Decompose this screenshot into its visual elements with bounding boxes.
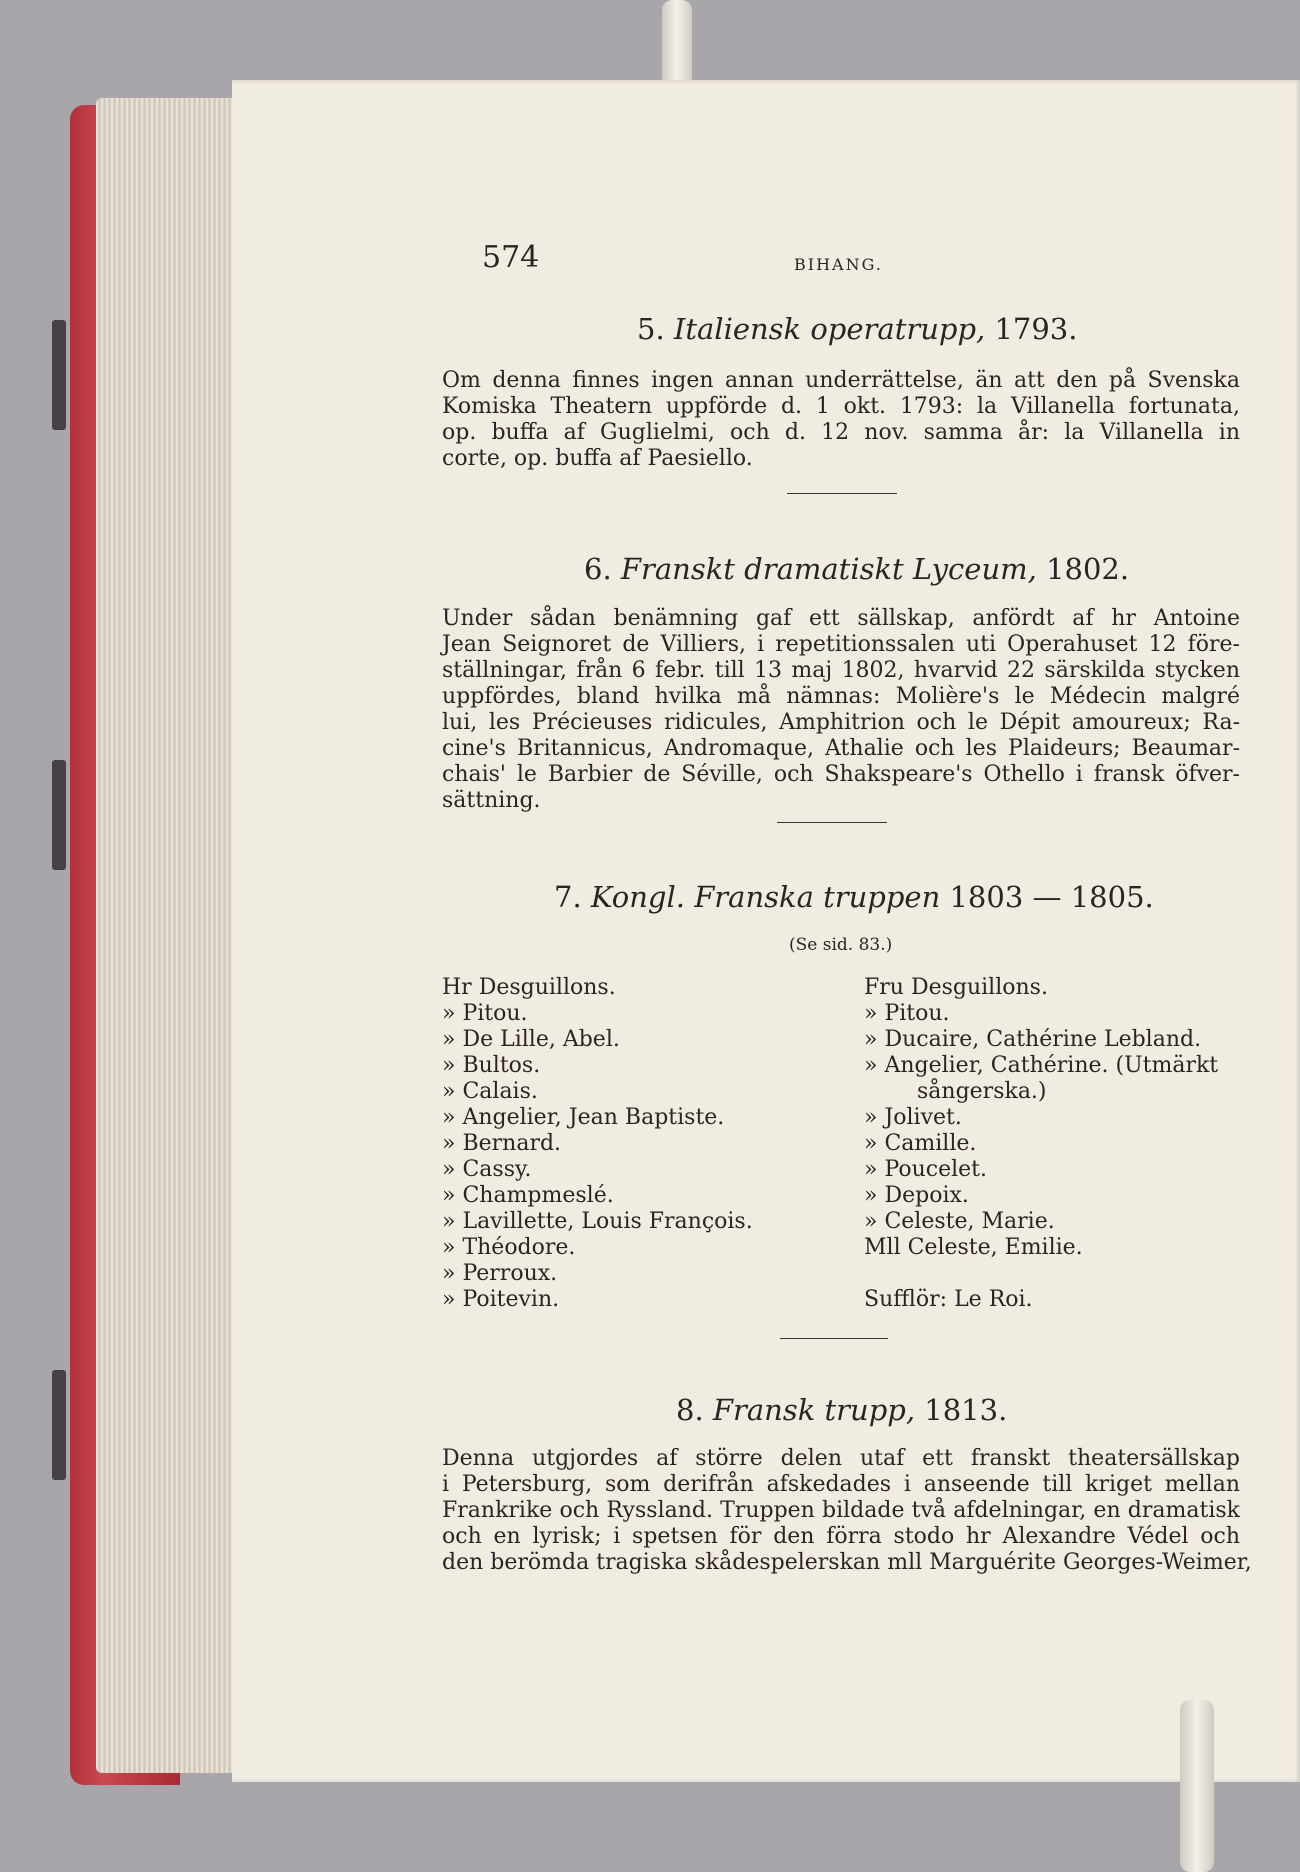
prompter-entry: Sufflör: Le Roi. [864,1287,1033,1312]
text-line: Under sådan benämning gaf ett sällskap, anfördt af hr Antoine [442,606,1240,631]
text-line: Om denna finnes ingen annan underrättelse, än att den på Svenska [442,368,1240,393]
bookmark-ribbon-bottom [1180,1700,1214,1872]
binding-clip [52,320,66,430]
cast-right-entry: » Ducaire, Cathérine Lebland. [864,1027,1202,1052]
text-line: sättning. [442,788,541,813]
section-divider [787,493,897,494]
text-line: och en lyrisk; i spetsen för den förra stodo hr Alexandre Védel och [442,1524,1240,1549]
text-line: chais' le Barbier de Séville, och Shakspeare's Othello i fransk öfver- [442,762,1240,787]
cast-right-entry: » Camille. [864,1131,977,1156]
page-number: 574 [482,240,540,275]
cast-right-entry: » Pitou. [864,1001,950,1026]
cast-right-entry: Mll Celeste, Emilie. [864,1235,1083,1260]
cast-right-entry: » Poucelet. [864,1157,988,1182]
cast-left-entry: » Théodore. [442,1235,576,1260]
cast-left-entry: » De Lille, Abel. [442,1027,620,1052]
cast-right-entry: » Depoix. [864,1183,969,1208]
section-divider [780,1338,888,1339]
cast-left-entry: » Calais. [442,1079,538,1104]
section-heading-5: 5. Italiensk operatrupp, 1793. [637,312,1078,346]
section-heading-6: 6. Franskt dramatiskt Lyceum, 1802. [584,552,1130,586]
cast-left-entry: » Cassy. [442,1157,532,1182]
cast-left-entry: » Poitevin. [442,1287,560,1312]
cast-left-entry: » Lavillette, Louis François. [442,1209,753,1234]
cast-left-entry: » Angelier, Jean Baptiste. [442,1105,725,1130]
text-line: den berömda tragiska skådespelerskan mll Marguérite Georges-Weimer, [442,1550,1252,1575]
binding-clip [52,760,66,870]
text-line: Denna utgjordes af större delen utaf ett franskt theatersällskap [442,1446,1240,1471]
text-line: Komiska Theatern uppförde d. 1 okt. 1793: la Villanella fortunata, [442,394,1240,419]
section-heading-7: 7. Kongl. Franska truppen 1803 — 1805. [554,880,1154,914]
text-line: uppfördes, bland hvilka må nämnas: Molière's le Médecin malgré [442,684,1240,709]
text-line: i Petersburg, som derifrån afskedades i anseende till kriget mellan [442,1472,1240,1497]
section-heading-8: 8. Fransk trupp, 1813. [676,1393,1008,1427]
cast-left-entry: » Bernard. [442,1131,562,1156]
cast-right-entry: » Jolivet. [864,1105,962,1130]
text-line: corte, op. buffa af Paesiello. [442,446,753,471]
cast-left-entry: » Perroux. [442,1261,558,1286]
cast-left-entry: Hr Desguillons. [442,975,616,1000]
text-line: cine's Britannicus, Andromaque, Athalie och les Plaideurs; Beaumar- [442,736,1240,761]
text-line: Frankrike och Ryssland. Truppen bildade två afdelningar, en dramatisk [442,1498,1240,1523]
text-line: ställningar, från 6 febr. till 13 maj 1802, hvarvid 22 särskilda stycken [442,658,1240,683]
cast-left-entry: » Champmeslé. [442,1183,614,1208]
binding-clip [52,1370,66,1480]
cast-right-entry: Fru Desguillons. [864,975,1048,1000]
page-edges [96,98,244,1773]
text-line: lui, les Précieuses ridicules, Amphitrion och le Dépit amoureux; Ra- [442,710,1240,735]
cast-right-entry: » Celeste, Marie. [864,1209,1055,1234]
book-page [232,80,1300,1782]
cast-right-entry: » Angelier, Cathérine. (Utmärkt [864,1053,1219,1078]
cast-left-entry: » Bultos. [442,1053,541,1078]
section-divider [777,822,887,823]
cast-right-entry: sångerska.) [917,1079,1047,1104]
text-line: op. buffa af Guglielmi, och d. 12 nov. samma år: la Villanella in [442,420,1240,445]
running-head: BIHANG. [794,255,883,274]
text-line: Jean Seignoret de Villiers, i repetitionssalen uti Operahuset 12 före- [442,632,1240,657]
cross-reference-note: (Se sid. 83.) [789,935,893,955]
cast-left-entry: » Pitou. [442,1001,528,1026]
